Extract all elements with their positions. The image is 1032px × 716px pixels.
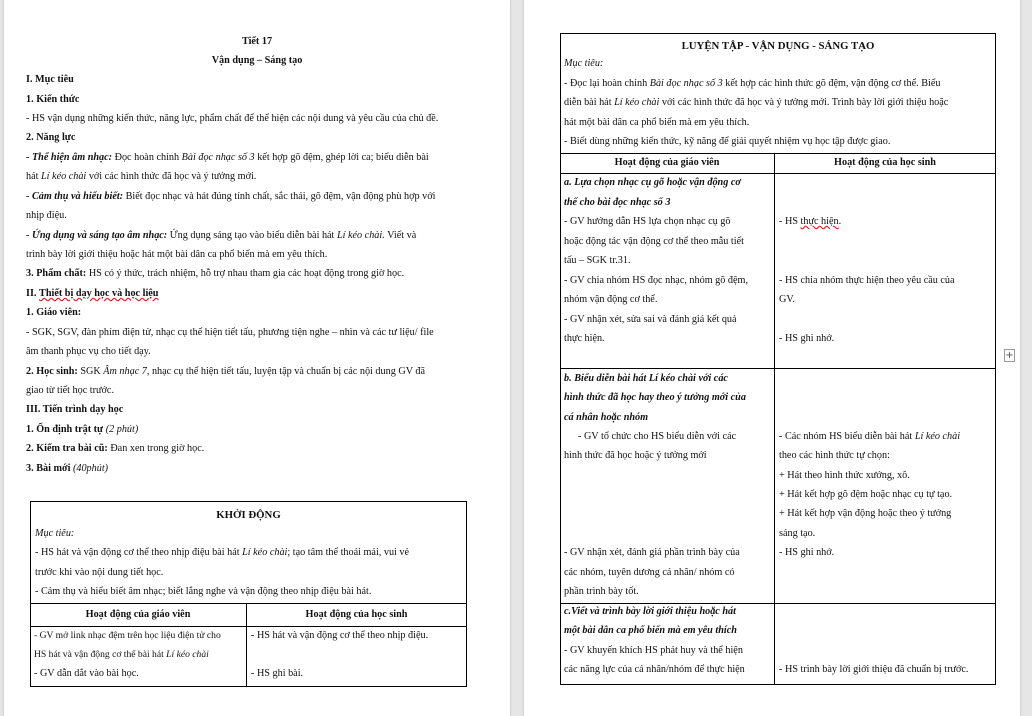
activity-a-teacher-3: - GV nhận xét, sửa sai và đánh giá kết quả bbox=[564, 314, 737, 325]
activity-b-student-5: - HS ghi nhớ. bbox=[779, 547, 835, 558]
warmup-goal-1: - HS hát và vận động cơ thể theo nhịp điệu bài hát Lí kéo chài; tạo tâm thế thoải mái, vui vẻ bbox=[35, 547, 410, 558]
activity-b-teacher-2-line2: các nhóm, tuyên dương cá nhân/ nhóm có bbox=[564, 567, 735, 578]
activity-b-teacher-1-line2: hình thức đã học hoặc ý tưởng mới bbox=[564, 450, 707, 461]
warmup-teacher-1-line2: HS hát và vận động cơ thể bài hát Lí kéo chài bbox=[34, 649, 209, 660]
lesson-number: Tiết 17 bbox=[241, 36, 273, 47]
step-review: 2. Kiểm tra bài cũ: Đan xen trong giờ học. bbox=[26, 443, 205, 454]
activity-b-teacher-2: - GV nhận xét, đánh giá phần trình bày của bbox=[564, 547, 740, 558]
practice-goal-1-line2: diễn bài hát Lí kéo chài với các hình thức đã học và ý tưởng mới. Trình bày lời giới thiệu hoặc bbox=[564, 97, 949, 108]
knowledge-heading: 1. Kiến thức bbox=[26, 94, 80, 105]
activity-a-student-3: - HS ghi nhớ. bbox=[779, 333, 835, 344]
document-page-right bbox=[524, 0, 1020, 716]
competence-heading: 2. Năng lực bbox=[26, 132, 76, 143]
practice-col-student: Hoạt động của học sinh bbox=[834, 157, 936, 168]
practice-goal-1-line3: hát một bài dân ca phổ biến mà em yêu thích. bbox=[564, 117, 750, 128]
student-materials-line2: giao từ tiết học trước. bbox=[26, 385, 115, 396]
teacher-heading: 1. Giáo viên: bbox=[26, 307, 82, 318]
teacher-materials: - SGK, SGV, đàn phím điện tử, nhạc cụ thể hiện tiết tấu, phương tiện nghe – nhìn và các tư liệu/ file bbox=[26, 327, 434, 338]
activity-b-heading-line3: cá nhân hoặc nhóm bbox=[564, 412, 649, 423]
warmup-goal-2: - Cảm thụ và hiểu biết âm nhạc; biết lắng nghe và vận động theo nhịp điệu bài hát. bbox=[35, 586, 372, 597]
activity-b-student-4: + Hát kết hợp vận động hoặc theo ý tưởng bbox=[779, 508, 952, 519]
activity-b-student-1-line2: theo các hình thức tự chọn: bbox=[779, 450, 890, 461]
competence-performance: - Thể hiện âm nhạc: Đọc hoàn chỉnh Bài đọc nhạc số 3 kết hợp gõ đệm, ghép lời ca; biểu diễn bài bbox=[26, 152, 429, 163]
activity-b-student-3: + Hát kết hợp gõ đệm hoặc nhạc cụ tự tạo. bbox=[779, 489, 953, 500]
practice-goal-label: Mục tiêu: bbox=[564, 58, 604, 69]
activity-a-teacher-1-line2: hoặc động tác vận động cơ thể theo mẫu tiết bbox=[564, 236, 744, 247]
activity-a-teacher-2: - GV chia nhóm HS đọc nhạc, nhóm gõ đệm, bbox=[564, 275, 749, 286]
activity-a-student-2-line2: GV. bbox=[779, 294, 795, 305]
practice-goal-1: - Đọc lại hoàn chỉnh Bài đọc nhạc số 3 kết hợp các hình thức gõ đệm, vận động cơ thể. Biểu bbox=[564, 78, 941, 89]
add-row-handle-icon[interactable]: + bbox=[1005, 350, 1014, 361]
warmup-teacher-1: - GV mở link nhạc đệm trên học liệu điện tử cho bbox=[34, 630, 221, 641]
activity-c-teacher-1-line2: các năng lực của cá nhân/nhóm để thực hiện bbox=[564, 664, 745, 675]
activity-b-student-1: - Các nhóm HS biểu diễn bài hát Lí kéo chài bbox=[779, 431, 961, 442]
activity-a-teacher-3-line2: thực hiện. bbox=[564, 333, 605, 344]
activity-a-heading: a. Lựa chọn nhạc cụ gõ hoặc vận động cơ bbox=[564, 177, 741, 188]
document-page-left bbox=[4, 0, 510, 716]
practice-col-teacher: Hoạt động của giáo viên bbox=[614, 157, 720, 168]
activity-c-heading: c.Viết và trình bày lời giới thiệu hoặc hát bbox=[564, 606, 736, 617]
lesson-title: Vận dụng – Sáng tạo bbox=[211, 55, 303, 66]
warmup-title: KHỞI ĐỘNG bbox=[216, 509, 281, 521]
student-materials: 2. Học sinh: SGK Âm nhạc 7, nhạc cụ thể hiện tiết tấu, luyện tập và chuẩn bị các nội dung GV đã bbox=[26, 366, 426, 377]
qualities: 3. Phẩm chất: HS có ý thức, trách nhiệm, hỗ trợ nhau tham gia các hoạt động trong giờ học. bbox=[26, 268, 405, 279]
activity-c-heading-line2: một bài dân ca phổ biến mà em yêu thích bbox=[564, 625, 737, 636]
warmup-student-1: - HS hát và vận động cơ thể theo nhịp điệu. bbox=[251, 630, 429, 641]
warmup-student-2: - HS ghi bài. bbox=[251, 668, 304, 679]
activity-b-teacher-1: - GV tổ chức cho HS biểu diễn với các bbox=[578, 431, 737, 442]
activity-b-student-2: + Hát theo hình thức xướng, xô. bbox=[779, 470, 910, 481]
teacher-materials-line2: âm thanh phục vụ cho tiết dạy. bbox=[26, 346, 151, 357]
activity-a-student-2: - HS chia nhóm thực hiện theo yêu cầu của bbox=[779, 275, 955, 286]
section-equipment-heading: II. Thiết bị dạy học và học liệu bbox=[26, 288, 159, 299]
activity-c-student-1: - HS trình bày lời giới thiệu đã chuẩn bị trước. bbox=[779, 664, 969, 675]
activity-b-heading: b. Biểu diễn bài hát Lí kéo chài với các bbox=[564, 373, 728, 384]
practice-goal-2: - Biết dùng những kiến thức, kỹ năng để giải quyết nhiệm vụ học tập được giao. bbox=[564, 136, 891, 147]
warmup-col-teacher: Hoạt động của giáo viên bbox=[85, 609, 191, 620]
competence-appreciation: - Cảm thụ và hiểu biết: Biết đọc nhạc và hát đúng tính chất, sắc thái, gõ đệm, vận động phù hợp với bbox=[26, 191, 436, 202]
step-order: 1. Ổn định trật tự (2 phút) bbox=[26, 424, 139, 435]
activity-a-teacher-1: - GV hướng dẫn HS lựa chọn nhạc cụ gõ bbox=[564, 216, 731, 227]
warmup-goal-1-line2: trước khi vào nội dung tiết học. bbox=[35, 567, 164, 578]
section-process-heading: III. Tiến trình dạy học bbox=[26, 404, 124, 415]
activity-a-teacher-1-line3: tấu – SGK tr.31. bbox=[564, 255, 631, 266]
warmup-col-student: Hoạt động của học sinh bbox=[305, 609, 408, 620]
activity-b-student-4-line2: sáng tạo. bbox=[779, 528, 816, 539]
competence-creativity-line2: trình bày lời giới thiệu hoặc hát một bài dân ca phổ biến mà em yêu thích. bbox=[26, 249, 328, 260]
competence-appreciation-line2: nhịp điệu. bbox=[26, 210, 67, 221]
step-new-lesson: 3. Bài mới (40phút) bbox=[26, 463, 109, 474]
warmup-teacher-2: - GV dẫn dắt vào bài học. bbox=[34, 668, 139, 679]
activity-b-heading-line2: hình thức đã học hay theo ý tưởng mới của bbox=[564, 392, 746, 403]
activity-a-teacher-2-line2: nhóm vận động cơ thể. bbox=[564, 294, 658, 305]
activity-a-student-1: - HS thực hiện. bbox=[779, 216, 842, 227]
practice-title: LUYỆN TẬP - VẬN DỤNG - SÁNG TẠO bbox=[681, 40, 875, 52]
warmup-goal-label: Mục tiêu: bbox=[35, 528, 75, 539]
knowledge-text: - HS vận dụng những kiến thức, năng lực, phẩm chất để thể hiện các nội dung và yêu cầu của chủ đề. bbox=[26, 113, 439, 124]
competence-creativity: - Ứng dụng và sáng tạo âm nhạc: Ứng dụng sáng tạo vào biểu diễn bài hát Lí kéo chài. Viết và bbox=[26, 230, 417, 241]
activity-c-teacher-1: - GV khuyến khích HS phát huy và thể hiện bbox=[564, 645, 743, 656]
section-objectives-heading: I. Mục tiêu bbox=[26, 74, 74, 85]
activity-b-teacher-2-line3: phần trình bày tốt. bbox=[564, 586, 639, 597]
competence-performance-line2: hát Lí kéo chài với các hình thức đã học và ý tưởng mới. bbox=[26, 171, 257, 182]
activity-a-heading-line2: thể cho bài đọc nhạc số 3 bbox=[564, 197, 671, 208]
